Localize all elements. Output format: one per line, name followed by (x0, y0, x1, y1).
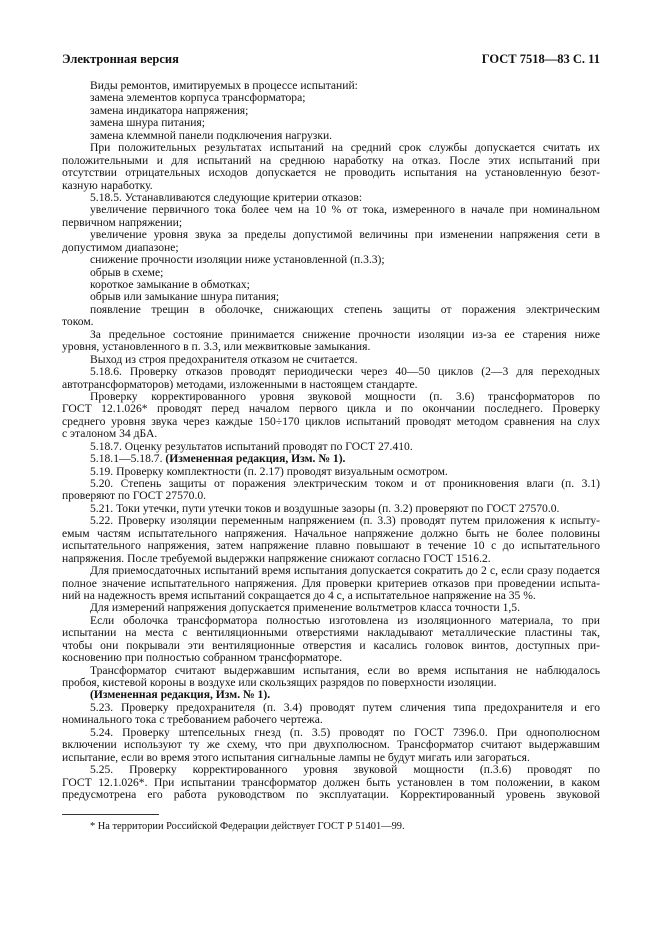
text-line-content: замена индикатора напряжения; (90, 103, 249, 117)
text-line-content: казную наработку. (62, 178, 153, 192)
text-line (62, 291, 600, 303)
text-line-content: проверяют по ГОСТ 27570.0. (62, 489, 207, 503)
text-line (62, 192, 600, 204)
text-line-content: автотрансформаторов) методами, изложенными в настоящем стандарте. (62, 377, 418, 391)
text-line-content: косновению при полностью собранном трансформаторе. (62, 651, 343, 665)
text-line (62, 379, 600, 391)
text-line-content: ГОСТ 12.1.026* проводят перед началом первого цикла и по окончании последнего. Проверку (62, 403, 600, 416)
text-line-content: отсутствии отрицательных исходов допускается не проводить испытания на установленную безот- (62, 167, 600, 180)
text-line-content: Для измерений напряжения допускается применение вольтметров класса точности 1,5. (90, 601, 520, 615)
footnote: * На территории Российской Федерации действует ГОСТ Р 51401—99. (90, 821, 405, 832)
text-line-content: За предельное состояние принимается снижение прочности изоляции из-за ее старения ниже (90, 328, 600, 341)
text-line-content: появление трещин в оболочке, снижающих степень защиты от поражения электрическим (90, 303, 600, 316)
text-line (62, 130, 600, 142)
text-line (62, 764, 600, 776)
text-line-content: с эталоном 34 дБА. (62, 427, 158, 441)
text-line-content: пробоя, кистевой короны в воздухе или скользящих разрядов по поверхности изоляции. (62, 676, 497, 689)
text-line-content: Проверку корректированного уровня звуковой мощности (п. 3.6) трансформаторов по (90, 390, 600, 403)
text-line-content: Виды ремонтов, имитируемых в процессе испытаний: (90, 79, 358, 92)
text-line (62, 752, 600, 764)
text-line-content: Если оболочка трансформатора полностью изготовлена из изоляционного материала, то при (90, 614, 600, 627)
text-line-content: емым частям испытательного напряжения. Начальное напряжение должно быть не более половины (62, 527, 600, 540)
amendment-note: (Измененная редакция, Изм. № 1). (90, 688, 271, 702)
text-line-content: 5.22. Проверку изоляции переменным напряжением (п. 3.3) проводят путем приложения к испыту- (90, 515, 600, 528)
text-line (62, 602, 600, 614)
text-line (62, 777, 600, 789)
text-line (62, 627, 600, 639)
text-line-content: номинального тока с требованием рабочего чертежа. (62, 713, 323, 727)
text-line-content: 5.18.7. Оценку результатов испытаний проводят по ГОСТ 27.410. (90, 439, 413, 453)
text-line-content: обрыв в схеме; (90, 265, 164, 279)
text-line (62, 727, 600, 739)
text-line-content: При положительных результатах испытаний на средний срок службы допускается считать их (90, 142, 600, 155)
text-line (62, 142, 600, 154)
text-line (62, 652, 600, 664)
text-line (62, 466, 600, 478)
text-line (62, 155, 600, 167)
text-line-content: положительными и для испытаний на среднюю наработку на отказ. После этих испытаний при (62, 154, 600, 167)
text-line-content: током. (62, 315, 94, 329)
text-line (62, 714, 600, 726)
text-line-content: 5.20. Степень защиты от поражения электрическим током и от проникновения влаги (п. 3.1) (90, 478, 600, 490)
text-line-content: испытании на места с вентиляционными отверстиями накладывают металлические пластины так, (62, 627, 600, 640)
text-line-content: короткое замыкание в обмотках; (90, 278, 250, 291)
document-body (62, 80, 600, 801)
text-line-content: напряжения. После требуемой выдержки напряжение снижают согласно ГОСТ 1516.2. (62, 551, 491, 565)
text-line (62, 615, 600, 627)
text-line (62, 354, 600, 366)
text-line-content: замена клеммной панели подключения нагрузки. (90, 128, 333, 142)
text-line (62, 789, 600, 801)
text-line-content: 5.18.6. Проверку отказов проводят периодически через 40—50 циклов (2—3 для переходных (90, 366, 600, 379)
text-line-content: включении используют ту же схему, что при двухполюсном. Трансформатор считают выдержавшим (62, 739, 600, 752)
text-line (62, 391, 600, 403)
text-line-content: испытательного напряжения, затем напряжение плавно повышают в течение 10 с до испытательного (62, 540, 600, 553)
text-line (62, 217, 600, 229)
running-header-page-number: ГОСТ 7518—83 С. 11 (481, 52, 600, 66)
text-line-content: чтобы они покрывали эти вентиляционные отверстия и касались головок винтов, доступных при- (62, 639, 600, 652)
text-line-content: ний на надежность время испытаний сокращается до 4 с, а испытательное напряжение на 35 %. (62, 588, 536, 602)
text-line-content: уровня, установленного в п. 3.3, или межвитковые замыкания. (62, 340, 371, 354)
text-line-content: замена шнура питания; (90, 116, 205, 130)
text-line-content: среднего уровня звука через каждые 150÷170 циклов испытаний проводят методом сравнения на слух (62, 415, 600, 428)
text-line-content: 5.21. Токи утечки, пути утечки токов и воздушные зазоры (п. 3.2) проверяют по ГОСТ 27570.0. (90, 501, 560, 515)
text-line (62, 304, 600, 316)
text-line-content: 5.18.5. Устанавливаются следующие критерии отказов: (90, 190, 363, 204)
running-header-left: Электронная версия (62, 52, 179, 66)
text-line-content: предусмотрена его работа руководством по эксплуатации. Корректированный уровень звуковой (62, 788, 600, 801)
text-line-content: снижение прочности изоляции ниже установленной (п.3.3); (90, 253, 385, 267)
text-line-content: ГОСТ 12.1.026*. При испытании трансформатор должен быть установлен в том положении, в каком (62, 776, 600, 789)
text-line (62, 403, 600, 415)
text-line-content: Выход из строя предохранителя отказом не считается. (90, 352, 358, 366)
text-line-content: обрыв или замыкание шнура питания; (90, 290, 280, 304)
text-line-content: 5.18.1—5.18.7. (90, 452, 166, 466)
text-line (62, 515, 600, 527)
footnote-divider (62, 814, 159, 815)
text-line-content: 5.24. Проверку штепсельных гнезд (п. 3.5) проводят по ГОСТ 7396.0. При однополюсном (90, 726, 600, 739)
text-line-content: Трансформатор считают выдержавшим испытания, если во время испытания не наблюдалось (90, 664, 600, 677)
text-line-content: увеличение уровня звука за пределы допустимой величины при изменении напряжения сети в (90, 229, 600, 242)
text-line-content: испытание, если во время этого испытания сигнальные лампы не будут мигать или загораться. (62, 750, 530, 764)
text-line-content: первичном напряжении; (62, 215, 183, 229)
text-line (62, 528, 600, 540)
text-line (62, 316, 600, 328)
text-line (62, 553, 600, 565)
text-line-content: замена элементов корпуса трансформатора; (90, 91, 306, 105)
text-line-content: увеличение первичного тока более чем на 10 % от тока, измеренного в начале при номинальном (90, 204, 600, 217)
text-line (62, 689, 600, 701)
text-line-content: 5.19. Проверку комплектности (п. 2.17) проводят визуальным осмотром. (90, 464, 448, 478)
amendment-note: (Измененная редакция, Изм. № 1). (165, 452, 346, 466)
text-line-content: полное значение испытательного напряжения. Для проверки критериев отказов при проведении испыта- (62, 577, 600, 590)
text-line (62, 503, 600, 515)
text-line (62, 565, 600, 577)
text-line-content: 5.23. Проверку предохранителя (п. 3.4) проводят путем сличения типа предохранителя и его (90, 701, 600, 714)
text-line-content: допустимом диапазоне; (62, 240, 179, 254)
text-line-content: Для приемосдаточных испытаний время испытания допускается сократить до 2 с, если сразу подается (90, 565, 600, 578)
text-line-content: 5.25. Проверку корректированного уровня звуковой мощности (п.3.6) проводят по (90, 764, 600, 777)
